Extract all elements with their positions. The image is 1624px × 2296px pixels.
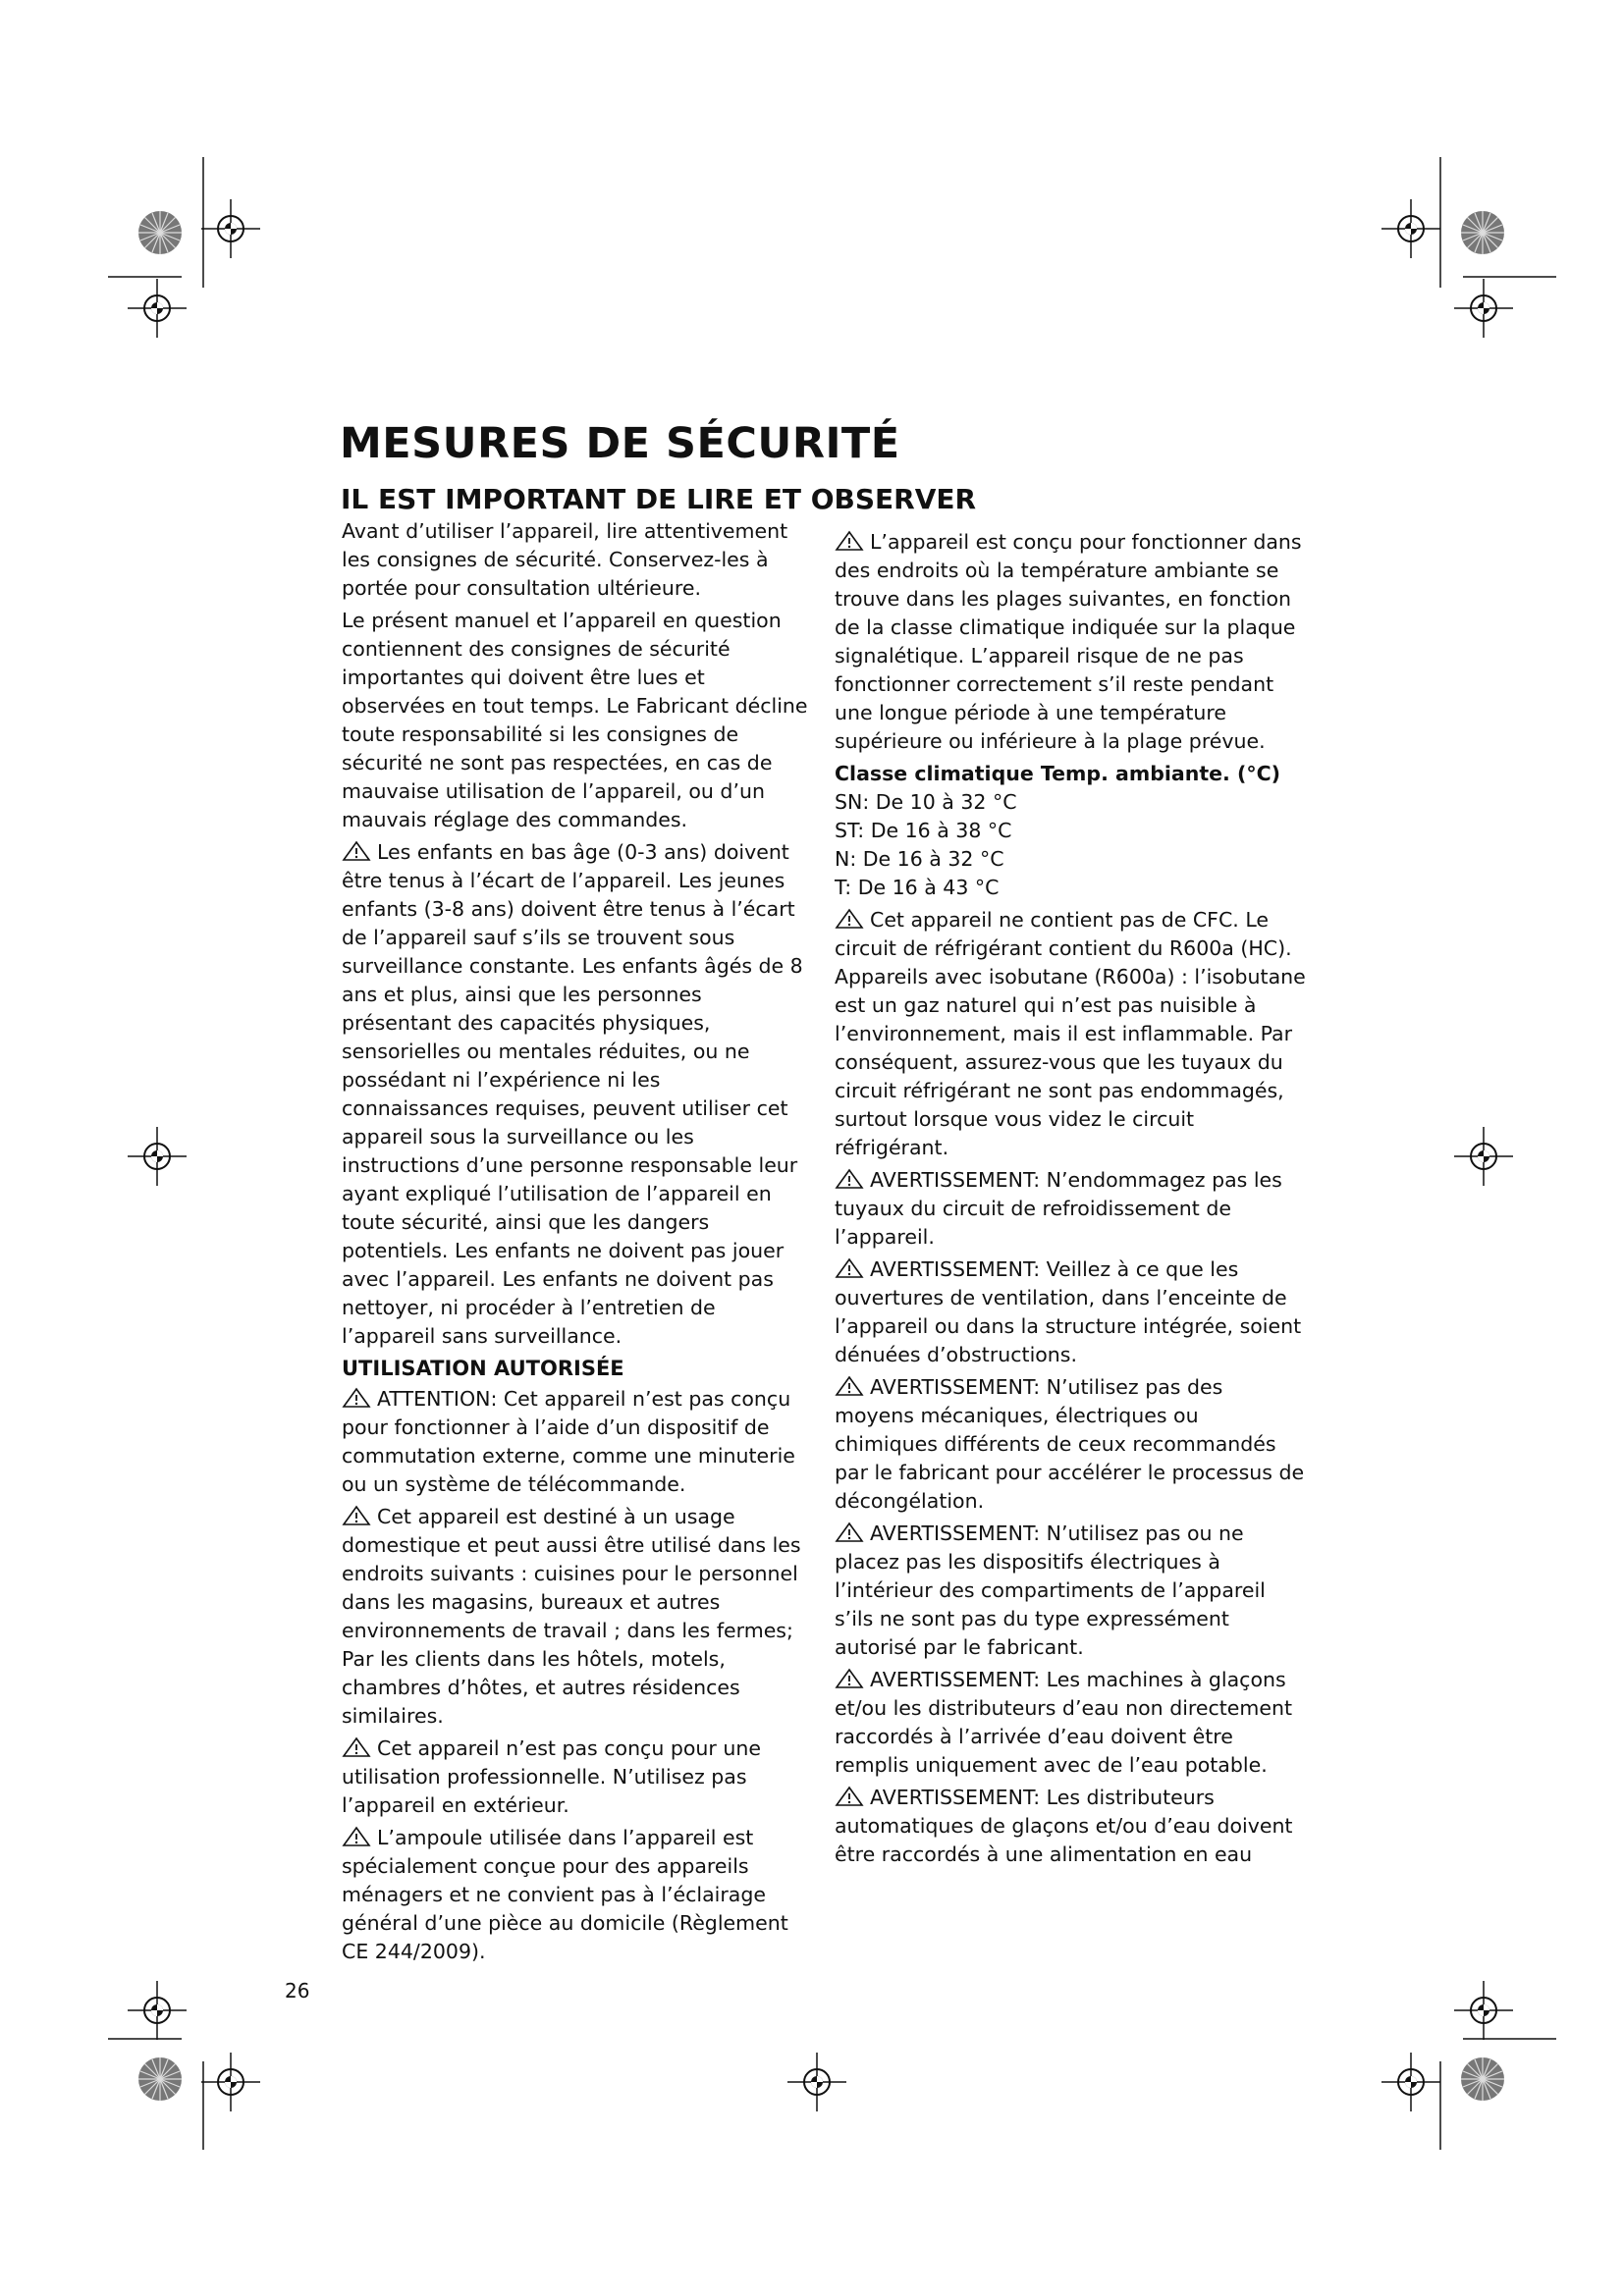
warning-triangle-icon [835, 1168, 864, 1190]
attention-text: ATTENTION: Cet appareil n’est pas conçu pour fonctionner à l’aide d’un dispositif de commutation externe, comme une minuterie ou un système de télécommande. [342, 1387, 795, 1496]
warning-electrical-text: AVERTISSEMENT: N’utilisez pas ou ne placez pas les dispositifs électriques à l’intérieur des compartiments de l’appareil s’ils ne sont pas du type expressément autorisé par le fabricant. [835, 1522, 1266, 1659]
page-number: 26 [285, 1979, 310, 2002]
climate-intro [835, 528, 1306, 756]
warning-triangle-icon [835, 1522, 864, 1543]
registration-crosshair-icon [1454, 1981, 1513, 2040]
children-warning-text: Les enfants en bas âge (0-3 ans) doivent être tenus à l’écart de l’appareil. Les jeunes enfants (3-8 ans) doivent être tenus à l’écart de l’appareil sauf s’ils se trouvent sous surveillance constante. Les enfants âgés de 8 ans et plus, ainsi que les personnes présentant des capacités physiques, sensorielles ou mentales réduites, ou ne possédant ni l’expérience ni les connaissances requises, peuvent utiliser cet appareil sous la surveillance ou les instructions d’une personne responsable leur ayant expliqué l’utilisation de l’appareil en toute sécurité, ainsi que les dangers potentiels. Les enfants ne doivent pas jouer avec l’appareil. Les enfants ne doivent pas nettoyer, ni procéder à l’entretien de l’appareil sans surveillance. [342, 840, 803, 1348]
domestic-use-warning [342, 1503, 808, 1731]
manual-paragraph: Le présent manuel et l’appareil en question contiennent des consignes de sécurité importantes qui doivent être lues et observées en tout temps. Le Fabricant décline toute responsabilité si les consignes de sécurité ne sont pas respectées, en cas de mauvaise utilisation de l’appareil, ou d’un mauvais réglage des commandes. [342, 609, 808, 831]
right-column [835, 528, 1306, 1873]
professional-use-warning [342, 1735, 808, 1820]
warning-triangle-icon [342, 1387, 371, 1409]
print-starburst-icon [1461, 2057, 1504, 2101]
attention-warning [342, 1385, 808, 1499]
registration-crosshair-icon [1381, 2053, 1440, 2111]
registration-crosshair-icon [128, 279, 187, 338]
cfc-warning [835, 906, 1306, 1162]
warning-triangle-icon [835, 530, 864, 552]
registration-crosshair-icon [1454, 279, 1513, 338]
domestic-use-text: Cet appareil est destiné à un usage domestique et peut aussi être utilisé dans les endroits suivants : cuisines pour le personnel dans les magasins, bureaux et autres environnements de travail ; dans les fermes; Par les clients dans les hôtels, motels, chambres d’hôtes, et autres résidences similaires. [342, 1505, 801, 1728]
children-warning [342, 838, 808, 1351]
registration-crosshair-icon [1381, 199, 1440, 258]
warning-electrical [835, 1520, 1306, 1662]
climate-class-st: ST: De 16 à 38 °C [835, 819, 1012, 842]
warning-dispensers-text: AVERTISSEMENT: Les distributeurs automatiques de glaçons et/ou d’eau doivent être raccordés à une alimentation en eau [835, 1786, 1293, 1866]
professional-use-text: Cet appareil n’est pas conçu pour une utilisation professionnelle. N’utilisez pas l’appareil en extérieur. [342, 1736, 761, 1817]
climate-class-t: T: De 16 à 43 °C [835, 876, 1000, 899]
warning-pipes-text: AVERTISSEMENT: N’endommagez pas les tuyaux du circuit de refroidissement de l’appareil. [835, 1168, 1282, 1249]
registration-crosshair-icon [128, 1127, 187, 1186]
warning-triangle-icon [342, 1505, 371, 1526]
registration-crosshair-icon [787, 2053, 846, 2111]
warning-dispensers [835, 1784, 1306, 1869]
registration-crosshair-icon [128, 1981, 187, 2040]
cfc-text: Cet appareil ne contient pas de CFC. Le circuit de réfrigérant contient du R600a (HC). Appareils avec isobutane (R600a) : l’isobutane est un gaz naturel qui n’est pas nuisible à l’environnement, mais il est inflammable. Par conséquent, assurez-vous que les tuyaux du circuit réfrigérant ne sont pas endommagés, surtout lorsque vous videz le circuit réfrigérant. [835, 908, 1306, 1159]
print-starburst-icon [138, 211, 182, 254]
left-column [342, 517, 808, 1970]
climate-heading: Classe climatique Temp. ambiante. (°C) [835, 762, 1280, 785]
climate-class-n: N: De 16 à 32 °C [835, 847, 1004, 871]
warning-ice-makers [835, 1666, 1306, 1780]
warning-triangle-icon [835, 1257, 864, 1279]
warning-defrost [835, 1373, 1306, 1516]
page-title: MESURES DE SÉCURITÉ [340, 419, 900, 468]
registration-crosshair-icon [201, 199, 260, 258]
warning-triangle-icon [835, 1375, 864, 1397]
warning-pipes [835, 1166, 1306, 1252]
warning-triangle-icon [342, 840, 371, 862]
bulb-text: L’ampoule utilisée dans l’appareil est spécialement conçue pour des appareils ménagers et ne convient pas à l’éclairage général d’une pièce au domicile (Règlement CE 244/2009). [342, 1826, 788, 1963]
print-starburst-icon [1461, 211, 1504, 254]
warning-triangle-icon [835, 1786, 864, 1807]
registration-crosshair-icon [201, 2053, 260, 2111]
warning-ventilation-text: AVERTISSEMENT: Veillez à ce que les ouvertures de ventilation, dans l’enceinte de l’appareil ou dans la structure intégrée, soient dénuées d’obstructions. [835, 1257, 1302, 1366]
warning-ice-makers-text: AVERTISSEMENT: Les machines à glaçons et/ou les distributeurs d’eau non directement raccordés à l’arrivée d’eau doivent être remplis uniquement avec de l’eau potable. [835, 1668, 1293, 1777]
registration-crosshair-icon [1454, 1127, 1513, 1186]
warning-triangle-icon [835, 908, 864, 930]
warning-triangle-icon [342, 1736, 371, 1758]
page-subtitle: IL EST IMPORTANT DE LIRE ET OBSERVER [341, 483, 977, 515]
climate-intro-text: L’appareil est conçu pour fonctionner dans des endroits où la température ambiante se trouve dans les plages suivantes, en fonction de la classe climatique indiquée sur la plaque signalétique. L’appareil risque de ne pas fonctionner correctement s’il reste pendant une longue période à une température supérieure ou inférieure à la plage prévue. [835, 530, 1302, 753]
warning-triangle-icon [835, 1668, 864, 1689]
warning-triangle-icon [342, 1826, 371, 1847]
bulb-warning [342, 1824, 808, 1966]
warning-ventilation [835, 1255, 1306, 1369]
print-starburst-icon [138, 2057, 182, 2101]
warning-defrost-text: AVERTISSEMENT: N’utilisez pas des moyens mécaniques, électriques ou chimiques différents de ceux recommandés par le fabricant pour accélérer le processus de décongélation. [835, 1375, 1305, 1513]
section-heading: UTILISATION AUTORISÉE [342, 1357, 624, 1380]
climate-class-sn: SN: De 10 à 32 °C [835, 790, 1017, 814]
intro-paragraph: Avant d’utiliser l’appareil, lire attentivement les consignes de sécurité. Conservez-les à portée pour consultation ultérieure. [342, 519, 788, 600]
